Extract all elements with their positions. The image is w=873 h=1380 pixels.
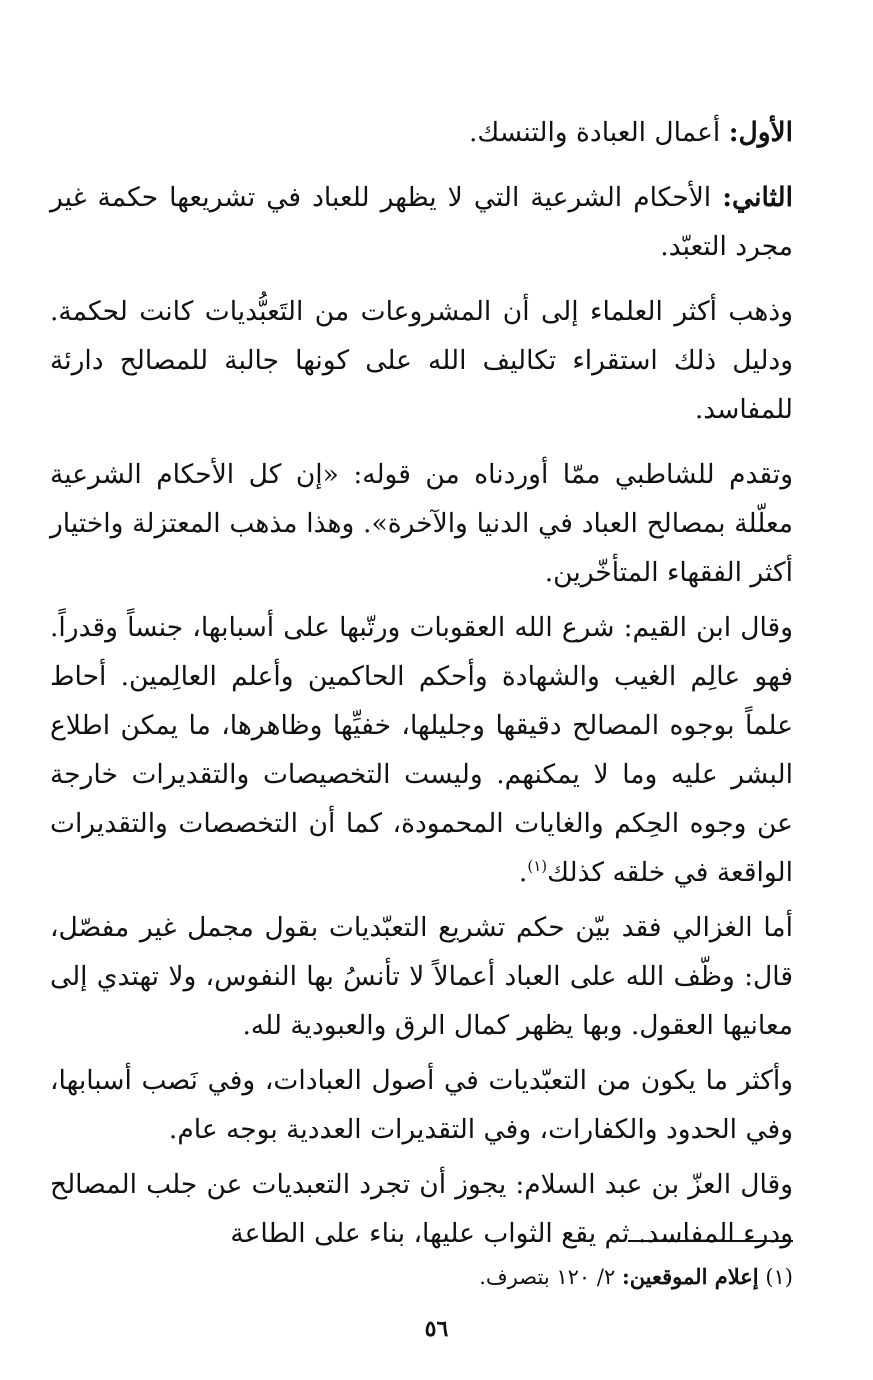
paragraph-text: الأحكام الشرعية التي لا يظهر للعباد في تشريعها حكمة غير مجرد التعبّد. bbox=[50, 182, 793, 262]
paragraph-text: وأكثر ما يكون من التعبّديات في أصول العبادات، وفي نَصب أسبابها، وفي الحدود والكفارات، وفي التقديرات العددية بوجه عام. bbox=[50, 1065, 793, 1145]
footnote-divider bbox=[628, 1240, 793, 1242]
paragraph-text: وذهب أكثر العلماء إلى أن المشروعات من التَعبُّديات كانت لحكمة. ودليل ذلك استقراء تكاليف الله على كونها جالبة للمصالح دارئة للمفاسد. bbox=[50, 296, 793, 425]
paragraph-ghazali bbox=[50, 903, 793, 1050]
paragraph-first bbox=[50, 108, 793, 157]
paragraph-text: وقال العزّ بن عبد السلام: يجوز أن تجرد التعبديات عن جلب المصالح ودرء المفاسد. ثم يقع الثواب عليها، بناء على الطاعة bbox=[50, 1169, 793, 1249]
footnote bbox=[50, 1262, 793, 1292]
paragraph-second bbox=[50, 173, 793, 271]
paragraph-ibn-qayyim bbox=[50, 603, 793, 897]
paragraph-shatibi bbox=[50, 450, 793, 597]
footnote-reference: ٢/ ١٢٠ بتصرف. bbox=[479, 1265, 622, 1289]
paragraph-text: أعمال العبادة والتنسك. bbox=[468, 117, 729, 148]
paragraph-tail: . bbox=[518, 857, 528, 888]
page-number: ٥٦ bbox=[424, 1316, 449, 1342]
footnote-marker: (١) bbox=[527, 857, 548, 876]
footnote-source: إعلام الموقعين: bbox=[621, 1264, 759, 1289]
paragraph-text: أما الغزالي فقد بيّن حكم تشريع التعبّديات بقول مجمل غير مفصّل، قال: وظّف الله على العباد أعمالاً لا تأنسُ بها النفوس، ولا تهتدي إلى معانيها العقول. وبها يظهر كمال الرق والعبودية لله. bbox=[50, 912, 793, 1041]
paragraph-scholars-view bbox=[50, 287, 793, 434]
footnote-number: (١) bbox=[765, 1265, 793, 1289]
paragraph-worship-origins bbox=[50, 1056, 793, 1154]
paragraph-izz bbox=[50, 1160, 793, 1258]
paragraph-lead: الأول: bbox=[728, 117, 793, 148]
paragraph-lead: الثاني: bbox=[722, 182, 793, 213]
paragraph-text: وقال ابن القيم: شرع الله العقوبات ورتّبها على أسبابها، جنساً وقدراً. فهو عالِم الغيب والشهادة وأحكم الحاكمين وأعلم العالِمين. أحاط علماً بوجوه المصالح دقيقها وجليلها، خفيِّها وظاهرها، ما يمكن اطلاع البشر عليه وما لا يمكنهم. وليست التخصيصات والتقديرات خارجة عن وجوه الحِكم والغايات المحمودة، كما أن التخصصات والتقديرات الواقعة في خلقه كذلك bbox=[50, 612, 793, 888]
paragraph-text: وتقدم للشاطبي ممّا أوردناه من قوله: «إن كل الأحكام الشرعية معلّلة بمصالح العباد في الدنيا والآخرة». وهذا مذهب المعتزلة واختيار أكثر الفقهاء المتأخّرين. bbox=[50, 459, 793, 588]
